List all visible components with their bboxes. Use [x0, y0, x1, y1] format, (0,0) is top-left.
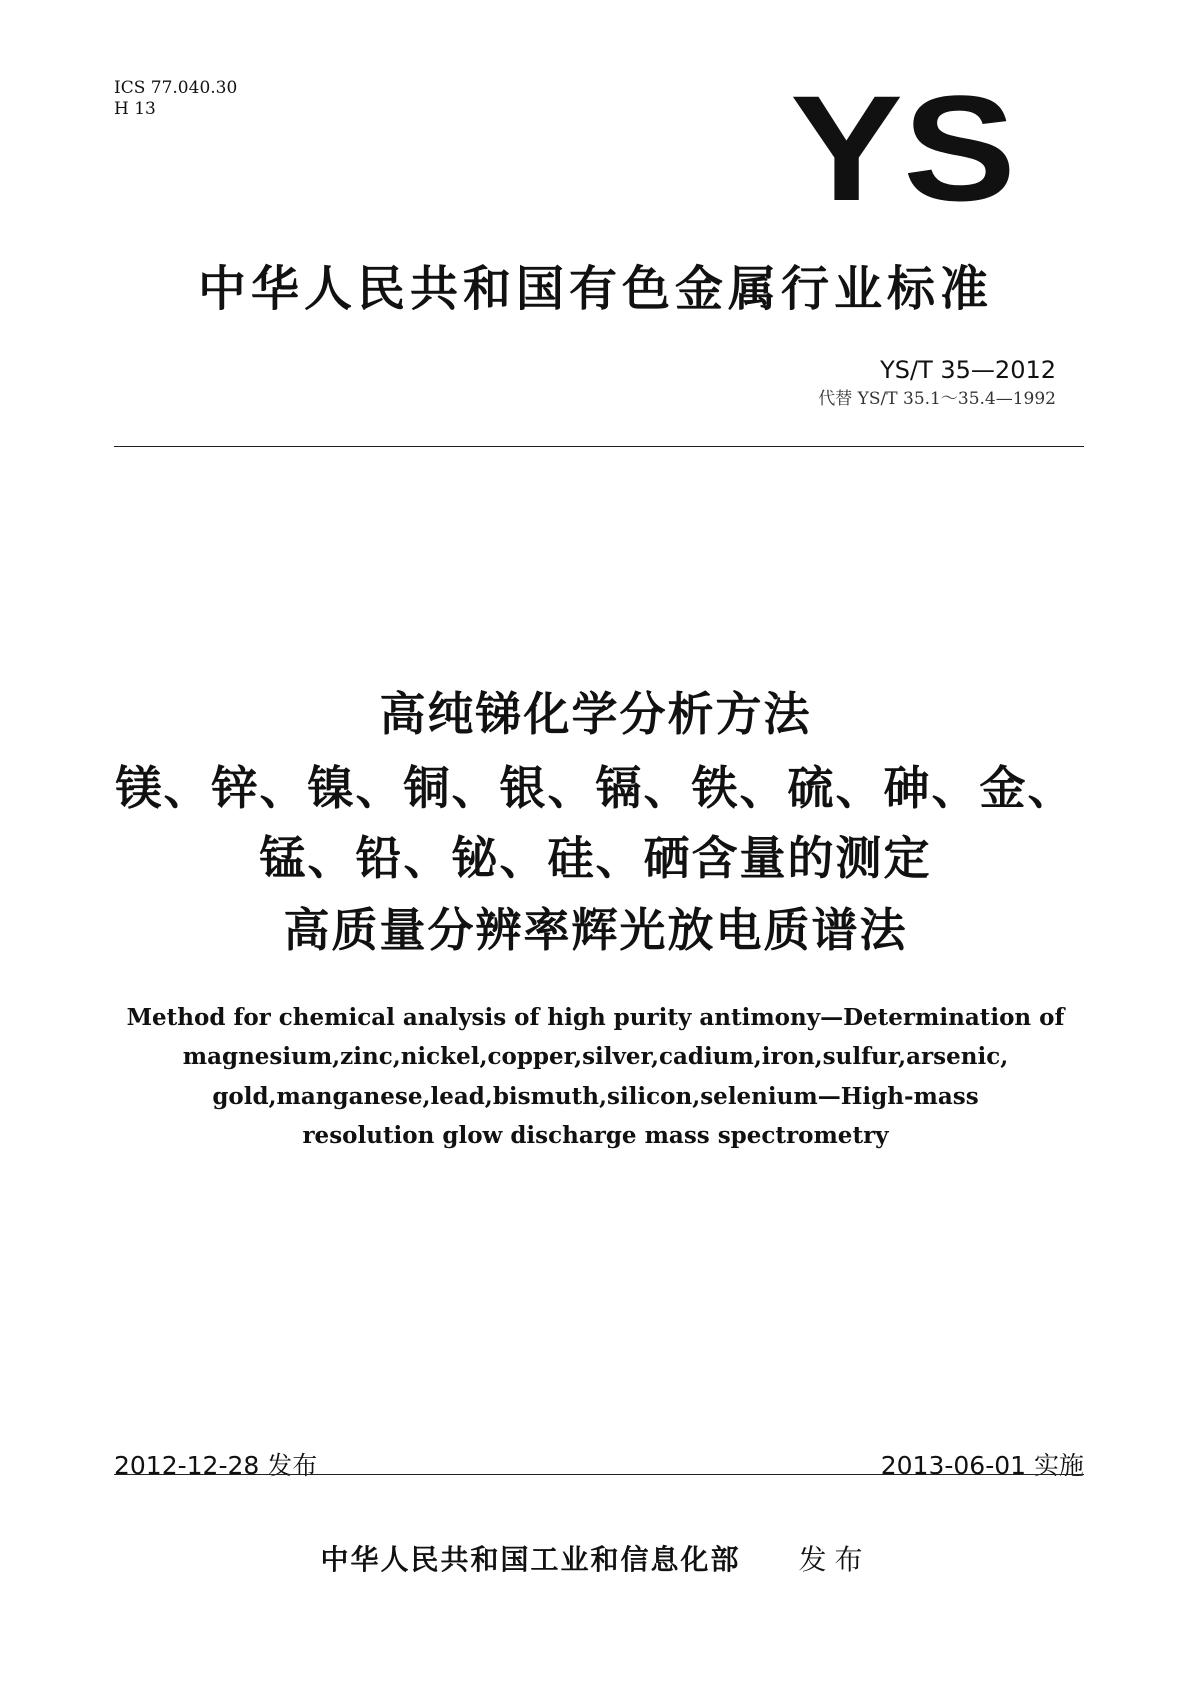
title-en-line-4: resolution glow discharge mass spectrometry: [302, 1122, 889, 1149]
svg-text:YS: YS: [790, 84, 1016, 212]
publisher-name: 中华人民共和国工业和信息化部: [320, 1543, 741, 1576]
org-title: 中华人民共和国有色金属行业标准: [197, 261, 993, 317]
standard-number: YS/T 35—2012: [880, 356, 1056, 384]
title-en-line-3: gold,manganese,lead,bismuth,silicon,selenium—High-mass: [212, 1083, 979, 1110]
ccs-code: H 13: [114, 99, 156, 119]
ys-logo: [788, 84, 1018, 212]
publisher: [0, 1538, 1191, 1578]
top-divider: [114, 446, 1084, 447]
title-cn-line-1: 高纯锑化学分析方法: [379, 687, 812, 741]
title-cn-line-3: 锰、铅、铋、硅、硒含量的测定: [259, 831, 932, 885]
publisher-suffix: 发布: [798, 1543, 871, 1576]
title-cn-line-2: 镁、锌、镍、铜、银、镉、铁、硫、砷、金、: [115, 761, 1076, 815]
title-en-line-2: magnesium,zinc,nickel,copper,silver,cadium,iron,sulfur,arsenic,: [182, 1043, 1009, 1070]
title-en-line-1: Method for chemical analysis of high purity antimony—Determination of: [126, 1004, 1065, 1031]
issue-date: 2012-12-28 发布: [114, 1451, 318, 1480]
ics-code: ICS 77.040.30: [114, 78, 238, 98]
implementation-date: 2013-06-01 实施: [880, 1451, 1084, 1480]
title-cn-line-4: 高质量分辨率辉光放电质谱法: [283, 903, 908, 957]
standard-replaces: 代替 YS/T 35.1～35.4—1992: [818, 389, 1056, 409]
bottom-divider: [114, 1474, 1084, 1475]
